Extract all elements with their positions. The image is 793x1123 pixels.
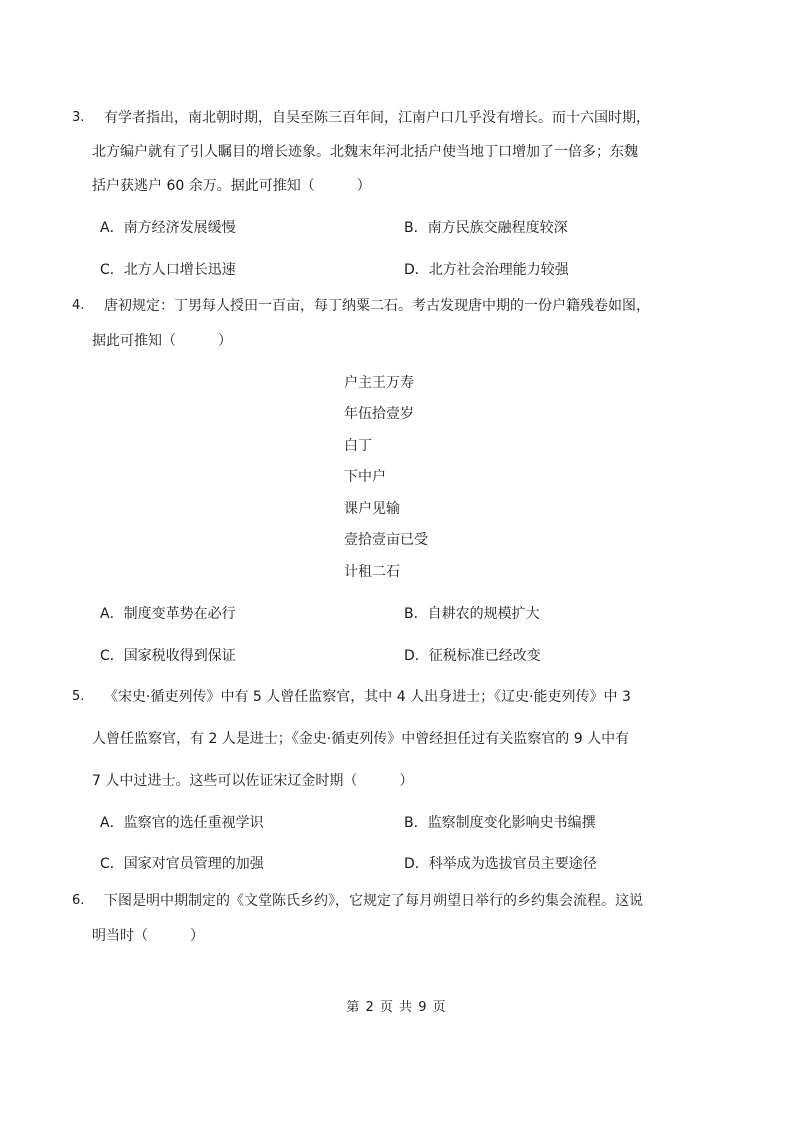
- question-text-line: 北方编户就有了引人瞩目的增长迹象。北魏末年河北括户使当地丁口增加了一倍多；东魏: [92, 144, 638, 160]
- question-text-line: 据此可推知（ ）: [92, 333, 232, 349]
- question-text-line: 人曾任监察官，有 2 人是进士；《金史·循吏列传》中曾经担任过有关监察官的 9 人中有: [92, 731, 630, 747]
- option-a[interactable]: A．监察官的选任重视学识: [100, 815, 264, 831]
- option-a[interactable]: A．制度变革势在必行: [100, 606, 236, 622]
- option-d[interactable]: D．北方社会治理能力较强: [404, 262, 569, 278]
- question-text-line: 《宋史·循吏列传》中有 5 人曾任监察官，其中 4 人出身进士；《辽史·能吏列传》中 3: [104, 689, 631, 705]
- option-b[interactable]: B．自耕农的规模扩大: [404, 606, 540, 622]
- record-line: 计租二石: [344, 564, 400, 580]
- option-a[interactable]: A．南方经济发展缓慢: [100, 220, 236, 236]
- question-text-line: 有学者指出，南北朝时期，自吴至陈三百年间，江南户口几乎没有增长。而十六国时期，: [104, 110, 650, 126]
- option-b[interactable]: B．监察制度变化影响史书编撰: [404, 815, 596, 831]
- question-number: 5.: [72, 689, 85, 704]
- record-line: 下中户: [344, 469, 386, 485]
- option-b[interactable]: B．南方民族交融程度较深: [404, 220, 568, 236]
- option-d[interactable]: D．征税标准已经改变: [404, 648, 541, 664]
- question-text-line: 7 人中过进士。这些可以佐证宋辽金时期（ ）: [92, 773, 414, 789]
- question-number: 4.: [72, 298, 85, 313]
- record-line: 年伍拾壹岁: [344, 406, 414, 422]
- record-line: 课户见输: [344, 501, 400, 517]
- record-line: 壹拾壹亩已受: [344, 532, 428, 548]
- question-text-line: 唐初规定：丁男每人授田一百亩，每丁纳粟二石。考古发现唐中期的一份户籍残卷如图，: [104, 298, 650, 314]
- question-text-line: 下图是明中期制定的《文堂陈氏乡约》，它规定了每月朔望日举行的乡约集会流程。这说: [104, 893, 643, 909]
- option-c[interactable]: C．国家对官员管理的加强: [100, 856, 264, 872]
- option-d[interactable]: D．科举成为选拔官员主要途径: [404, 856, 597, 872]
- question-number: 3.: [72, 110, 85, 125]
- record-line: 白丁: [344, 438, 372, 454]
- page-footer: 第 2 页 共 9 页: [346, 1000, 447, 1015]
- option-c[interactable]: C．北方人口增长迅速: [100, 262, 236, 278]
- question-number: 6.: [72, 893, 85, 908]
- option-c[interactable]: C．国家税收得到保证: [100, 648, 236, 664]
- record-line: 户主王万寿: [344, 375, 414, 391]
- question-text-line: 明当时（ ）: [92, 928, 204, 944]
- question-text-line: 括户获逃户 60 余万。据此可推知（ ）: [92, 178, 371, 194]
